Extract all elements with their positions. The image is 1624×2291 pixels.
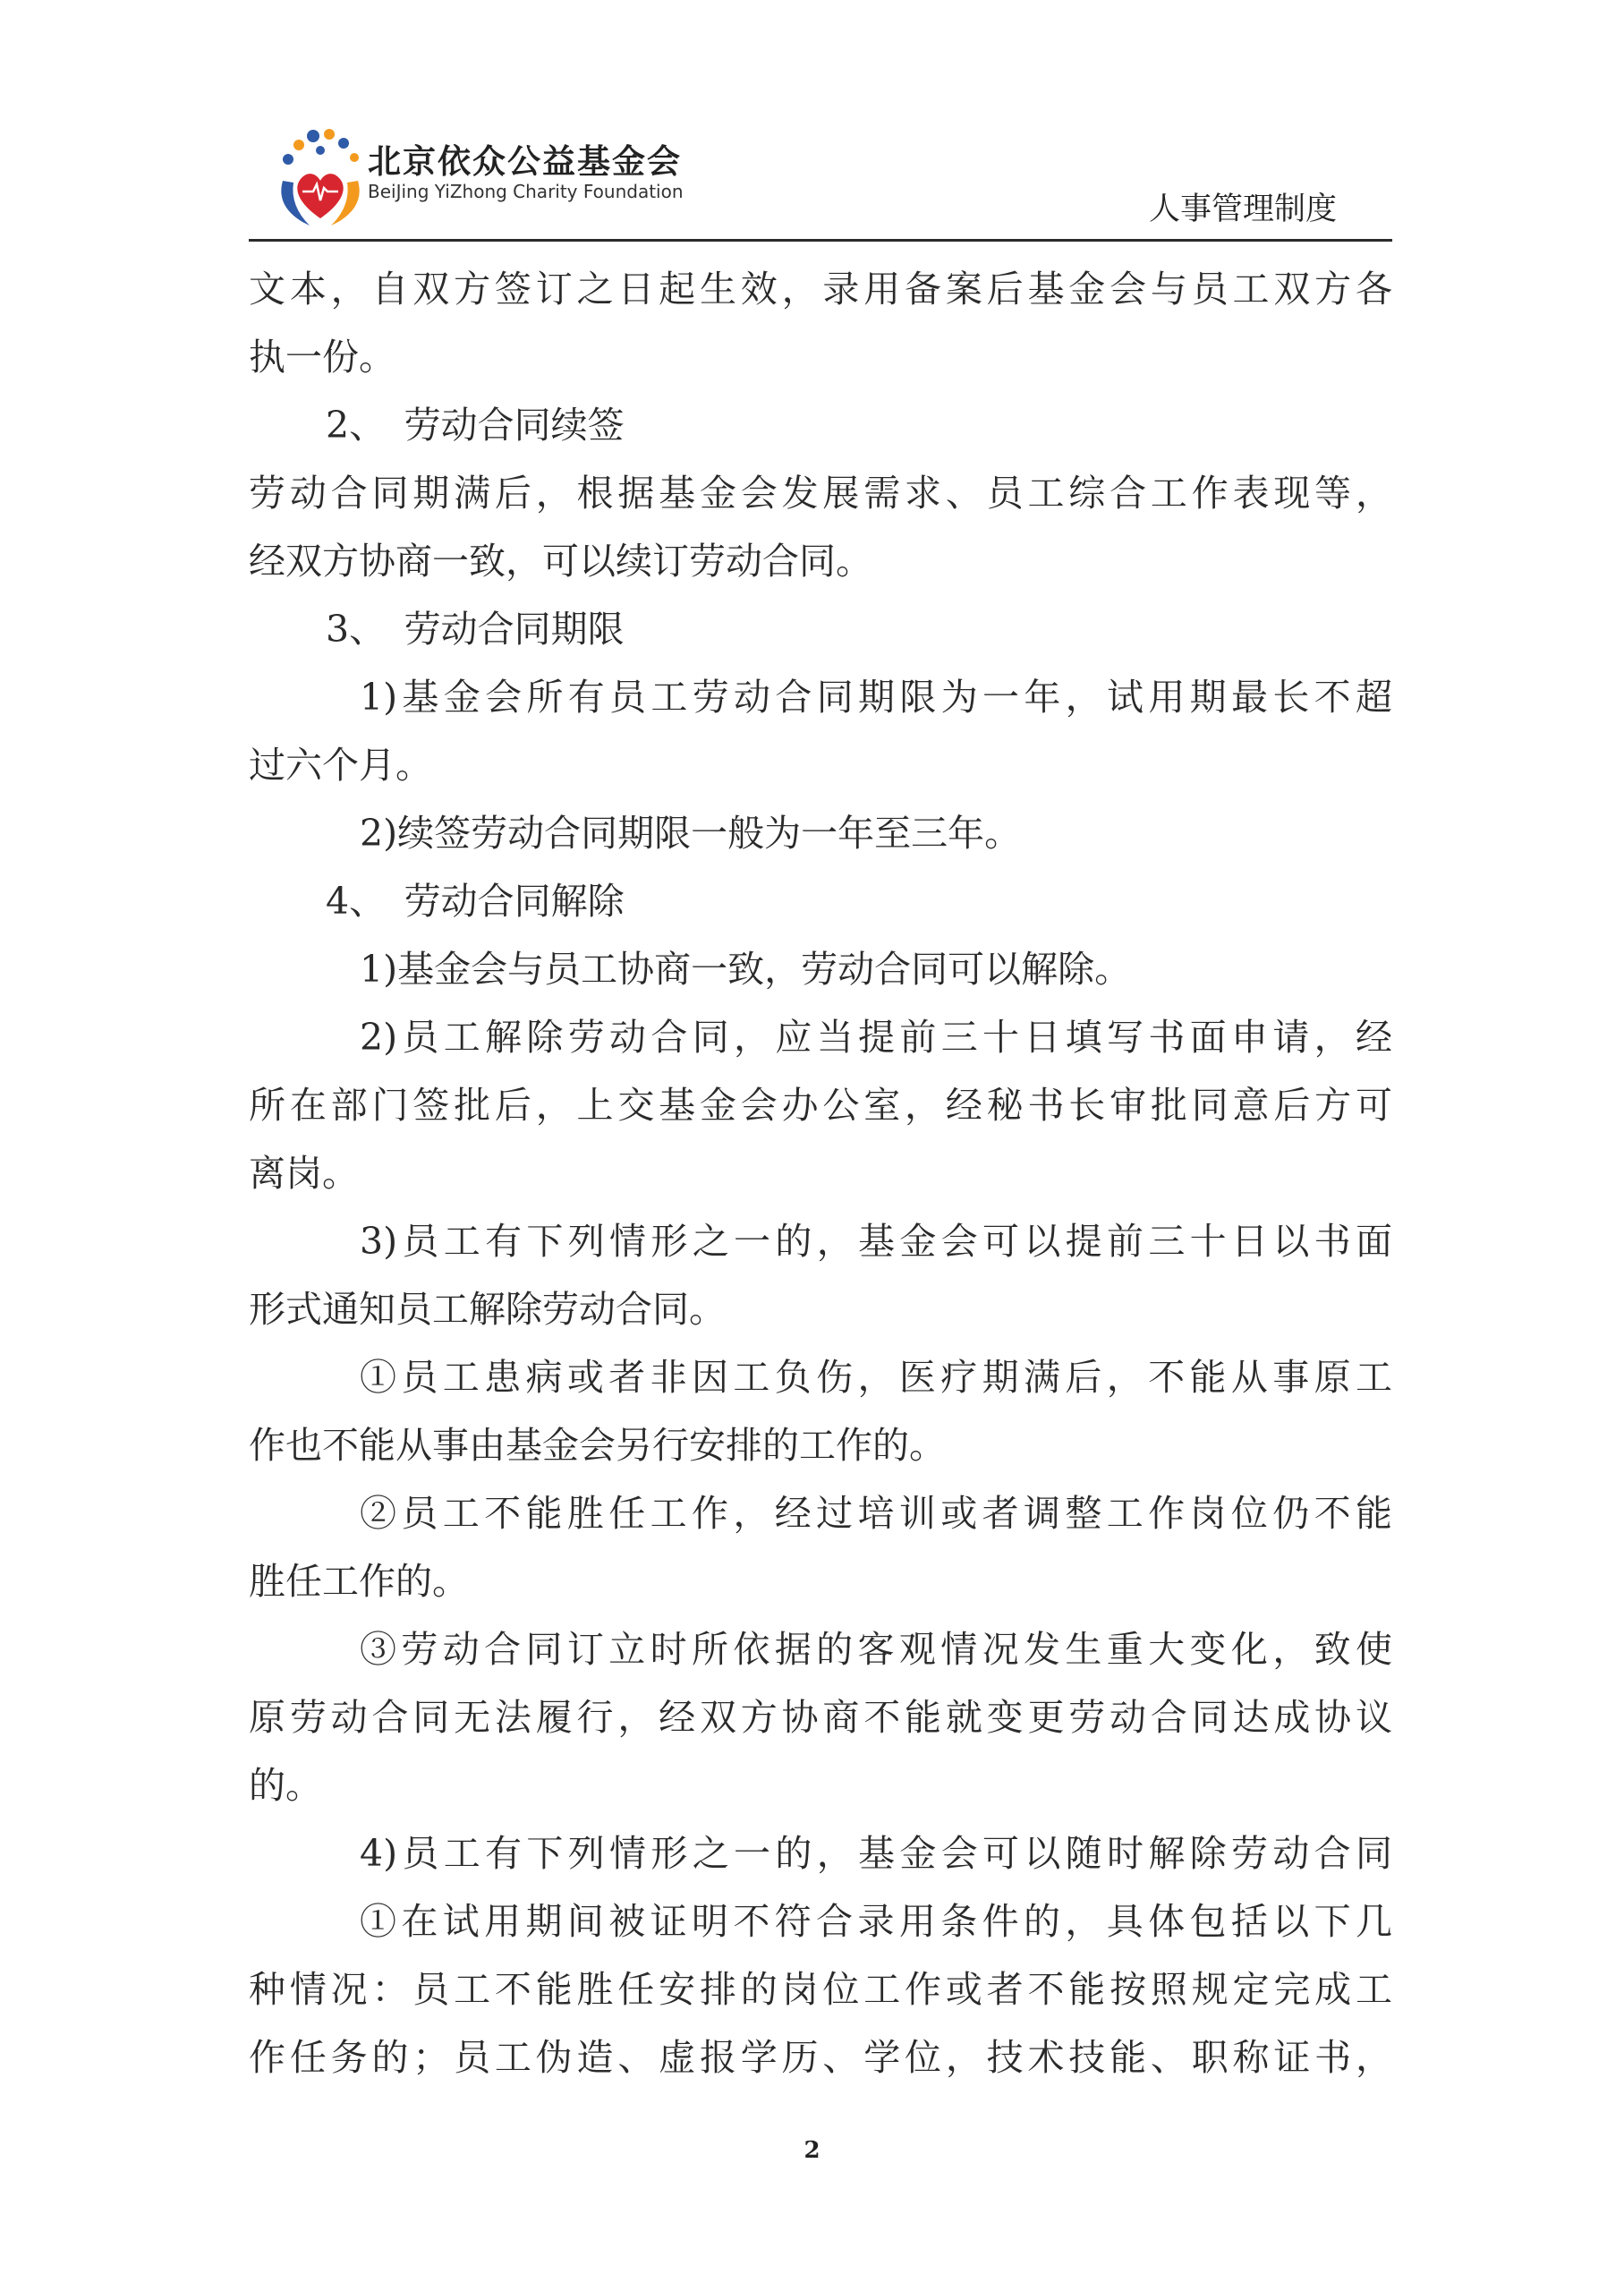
section-heading: 4、 劳动合同解除 (326, 880, 625, 923)
page-header (249, 125, 1392, 242)
body-line: ①员工患病或者非因工负伤，医疗期满后，不能从事原工 (360, 1356, 1392, 1399)
section-heading: 2、 劳动合同续签 (326, 404, 625, 447)
org-name-en: BeiJing YiZhong Charity Foundation (368, 181, 684, 202)
body-line: 原劳动合同无法履行，经双方协商不能就变更劳动合同达成协议 (249, 1696, 1392, 1739)
body-line: 过六个月。 (249, 744, 432, 787)
body-line: 3)员工有下列情形之一的，基金会可以提前三十日以书面 (360, 1220, 1392, 1263)
page-number: 2 (803, 2137, 821, 2164)
body-line: 所在部门签批后，上交基金会办公室，经秘书长审批同意后方可 (249, 1084, 1392, 1127)
body-line: 文本，自双方签订之日起生效，录用备案后基金会与员工双方各 (249, 268, 1392, 311)
body-line: 形式通知员工解除劳动合同。 (249, 1288, 726, 1331)
section-heading: 3、 劳动合同期限 (326, 608, 625, 651)
body-line: 1)基金会与员工协商一致，劳动合同可以解除。 (360, 948, 1132, 991)
org-name-cn: 北京依众公益基金会 (368, 142, 682, 181)
body-line: ②员工不能胜任工作，经过培训或者调整工作岗位仍不能 (360, 1492, 1392, 1535)
body-line: 作也不能从事由基金会另行安排的工作的。 (249, 1424, 946, 1467)
body-line: ①在试用期间被证明不符合录用条件的，具体包括以下几 (360, 1900, 1392, 1943)
body-line: 2)续签劳动合同期限一般为一年至三年。 (360, 812, 1022, 855)
body-line: 2)员工解除劳动合同，应当提前三十日填写书面申请，经 (360, 1016, 1392, 1059)
foundation-logo-icon (267, 125, 374, 233)
body-line: 作任务的；员工伪造、虚报学历、学位，技术技能、职称证书， (249, 2036, 1392, 2079)
body-line: 经双方协商一致，可以续订劳动合同。 (249, 540, 872, 583)
body-line: 1)基金会所有员工劳动合同期限为一年，试用期最长不超 (360, 676, 1392, 719)
body-line: 种情况：员工不能胜任安排的岗位工作或者不能按照规定完成工 (249, 1968, 1392, 2011)
body-line: 离岗。 (249, 1152, 359, 1195)
document-title: 人事管理制度 (1148, 192, 1337, 227)
body-line: 的。 (249, 1764, 322, 1807)
document-body (249, 255, 1392, 2091)
body-line: 胜任工作的。 (249, 1560, 469, 1603)
body-line: ③劳动合同订立时所依据的客观情况发生重大变化，致使 (360, 1628, 1392, 1671)
body-line: 劳动合同期满后，根据基金会发展需求、员工综合工作表现等， (249, 472, 1392, 515)
body-line: 4)员工有下列情形之一的，基金会可以随时解除劳动合同 (360, 1832, 1392, 1875)
body-line: 执一份。 (249, 336, 395, 379)
